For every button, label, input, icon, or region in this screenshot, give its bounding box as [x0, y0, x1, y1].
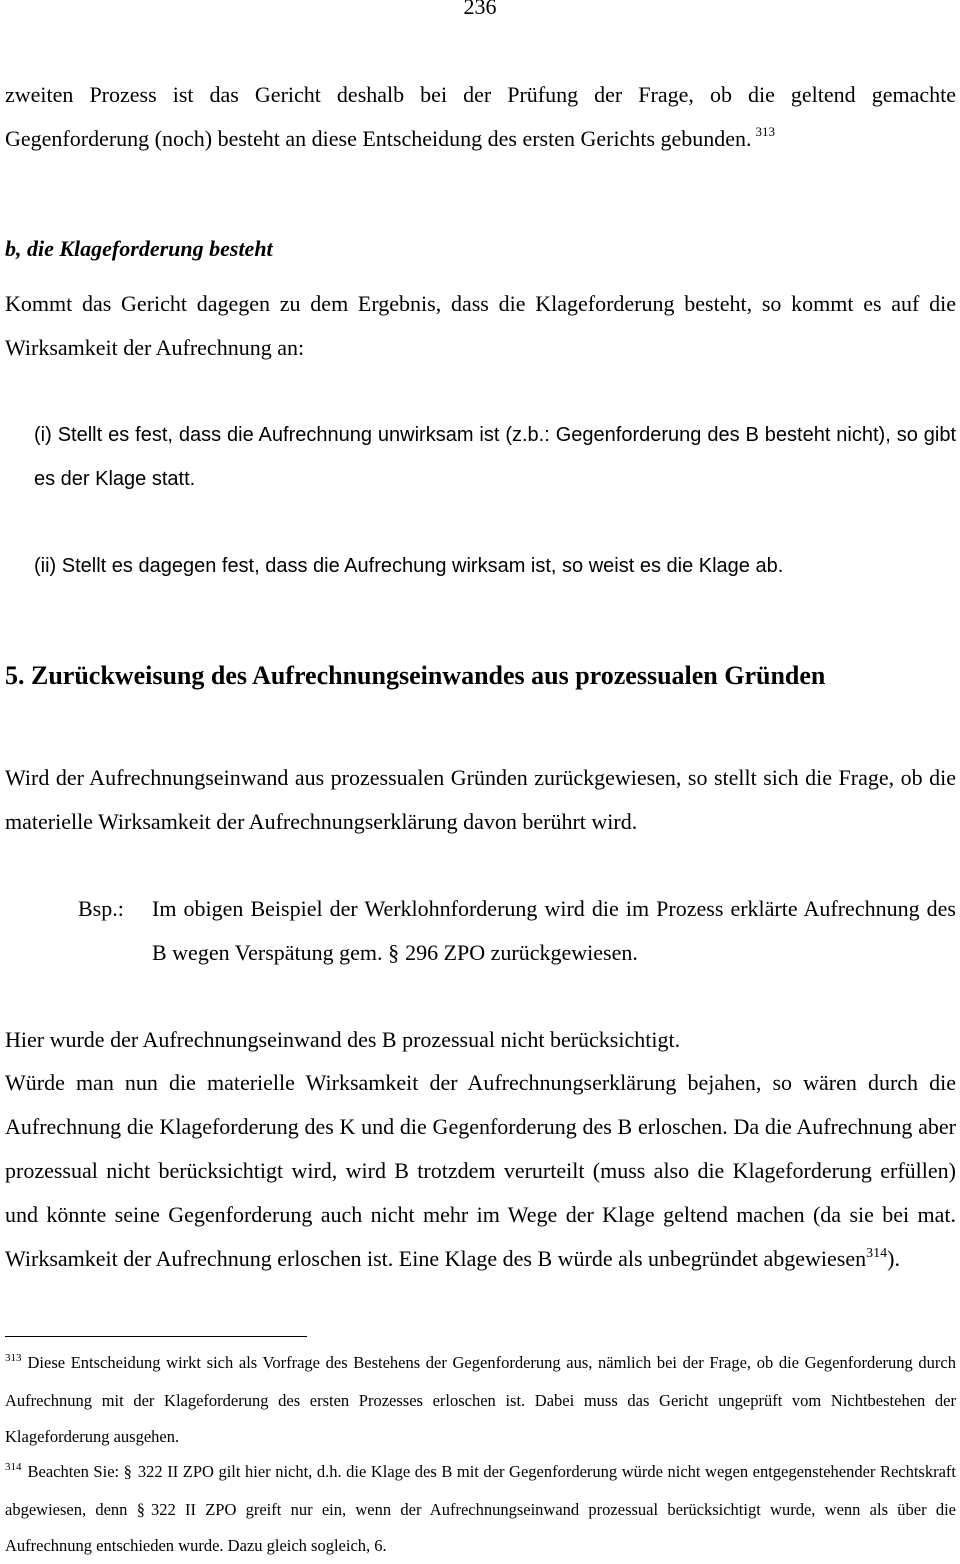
paragraph-closing: ).	[887, 1246, 900, 1271]
footnote-number: 313	[5, 1352, 22, 1364]
footnote-number: 314	[5, 1461, 22, 1473]
page-number: 236	[463, 0, 497, 19]
footnote-313	[5, 1345, 956, 1455]
list-item-ii: (ii) Stellt es dagegen fest, dass die Aufrechung wirksam ist, so weist es die Klage ab.	[34, 555, 784, 577]
paragraph-hier-wurde: Hier wurde der Aufrechnungseinwand des B prozessual nicht berücksichtigt.	[5, 1027, 681, 1052]
footnote-text: Diese Entscheidung wirkt sich als Vorfrage des Bestehens der Gegenforderung aus, nämlich bei der Frage, ob die Gegenforderung durch Aufrechnung mit der Klageforderung des ersten Prozesses erloschen ist. Dabei muss das Gericht ungeprüft vom Nichtbestehen der Klageforderung ausgehen.	[5, 1353, 956, 1446]
paragraph-zurueckweisung: Wird der Aufrechnungseinwand aus prozessualen Gründen zurückgewiesen, so stellt sich die Frage, ob die materielle Wirksamkeit der Aufrechnungserklärung davon berührt wird.	[5, 765, 956, 834]
subheading-b: b, die Klageforderung besteht	[5, 236, 273, 261]
footnote-text-part2: 322 II ZPO gilt hier nicht, d.h. die Klage des B mit der Gegenforderung würde nicht wegen entgegenstehender Rechtskraft abgewiesen, denn	[5, 1462, 957, 1519]
example-text	[152, 887, 956, 975]
paragraph-klageforderung: Kommt das Gericht dagegen zu dem Ergebnis, dass die Klageforderung besteht, so kommt es auf die Wirksamkeit der Aufrechnung an:	[5, 291, 956, 360]
example-text-before: Im obigen Beispiel der Werklohnforderung wird die im Prozess erklärte Aufrechnung des B wegen Verspätung gem.	[152, 896, 956, 965]
list-item-i: (i) Stellt es fest, dass die Aufrechnung unwirksam ist (z.b.: Gegenforderung des B besteht nicht), so gibt es der Klage statt.	[34, 424, 956, 490]
paragraph-text: Würde man nun die materielle Wirksamkeit der Aufrechnungserklärung bejahen, so wären durch die Aufrechnung die Klageforderung des K und die Gegenforderung des B erloschen. Da die Aufrechnung aber prozessual nicht berücksichtigt wird, wird B trotzdem verurteilt (muss also die Klageforderung erfüllen) und könnte seine Gegenforderung auch nicht mehr im Wege der Klage geltend machen (da sie bei mat. Wirksamkeit der Aufrechnung erloschen ist. Eine Klage des B würde als unbegründet abgewiesen	[5, 1070, 956, 1271]
footnote-ref-314[interactable]: 314	[866, 1246, 888, 1261]
footnote-text-part3: 322 II ZPO greift nur ein, wenn der Aufrechnungseinwand prozessual berücksichtigt wurde, wenn als über die Aufrechnung entschieden wurde. Dazu gleich sogleich, 6.	[5, 1500, 956, 1555]
section-heading-5: 5. Zurückweisung des Aufrechnungseinwandes aus prozessualen Gründen	[5, 661, 826, 690]
footnote-text-part1: Beachten Sie:	[27, 1462, 120, 1481]
example-text-after: 296 ZPO zurückgewiesen.	[405, 940, 638, 965]
example-label: Bsp.:	[78, 896, 124, 921]
section-sign: §	[123, 1462, 132, 1481]
paragraph-wuerde-man	[5, 1061, 956, 1285]
paragraph-text: zweiten Prozess ist das Gericht deshalb bei der Prüfung der Frage, ob die geltend gemachte Gegenforderung (noch) besteht an diese Entscheidung des ersten Gerichts gebunden.	[5, 82, 956, 151]
footnote-separator	[5, 1336, 307, 1337]
paragraph-continuation	[5, 73, 956, 164]
section-sign: §	[388, 940, 400, 965]
footnote-ref-313[interactable]: 313	[755, 124, 776, 139]
section-sign: §	[136, 1500, 145, 1519]
footnote-314	[5, 1454, 956, 1564]
